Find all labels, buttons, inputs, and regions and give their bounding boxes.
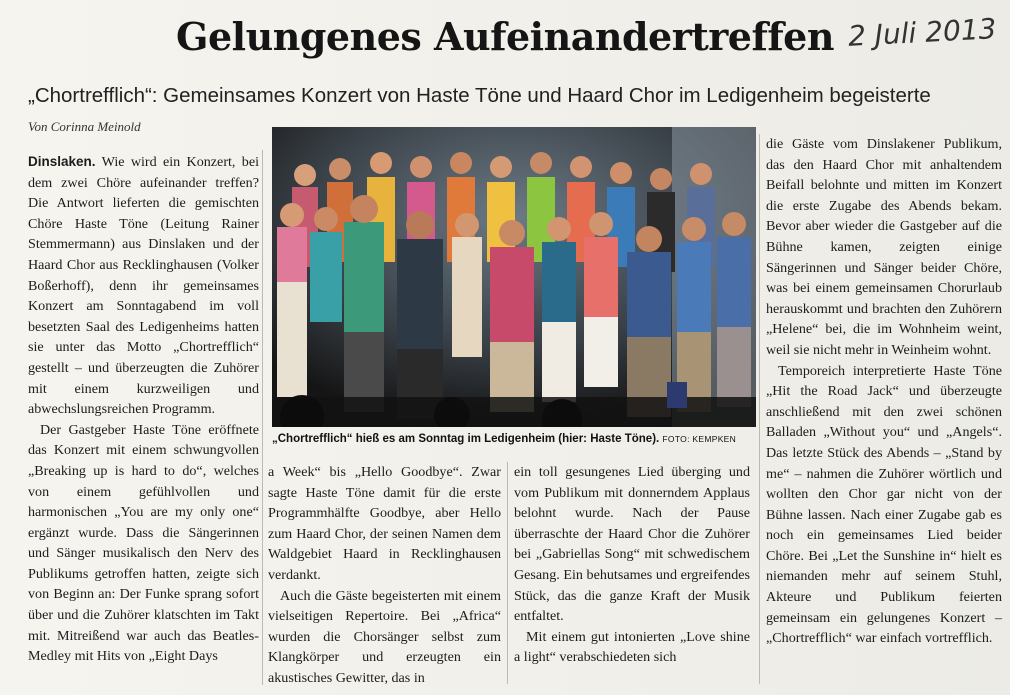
byline: Von Corinna Meinold	[28, 119, 141, 134]
paragraph: die Gäste vom Dinslakener Publikum, das den Haard Chor mit anhaltendem Beifall belohnte und mitten im Konzert die erste Zugabe des Abends bekam. Bevor aber wieder die Gastgeber auf die Bühne kamen, zeigten einige Sängerinnen und Sänger beider Chöre, was bei einem gemeinsamen Chorurlaub herauskommt und brachten den Zuhörern „Helene“ bei, die im Wohnheim weint, weil sie nicht mehr in Weinheim wohnt.	[766, 136, 1002, 358]
photo-credit: FOTO: KEMPKEN	[662, 434, 737, 444]
dateline: Dinslaken.	[28, 154, 96, 169]
column-rule	[262, 150, 263, 685]
article-photo	[272, 127, 756, 427]
column-3	[514, 462, 750, 668]
paragraph: ein toll gesungenes Lied überging und vom Publikum mit donnerndem Applaus belohnt wurde. Nach der Pause überraschte der Haard Chor die Zuhörer bei „Gabriellas Song“ mit schwedischem Gesang. Ein behutsames und ergreifendes Stück, das die ganze Kraft der Musik entfaltet.	[514, 464, 750, 625]
choir-photo-illustration	[272, 127, 756, 427]
column-rule	[507, 462, 508, 684]
column-4	[766, 134, 1002, 649]
subhead: „Chortrefflich“: Gemeinsames Konzert von Haste Töne und Haard Chor im Ledigenheim begeisterte	[28, 84, 931, 107]
paragraph-text: Wie wird ein Konzert, bei dem zwei Chöre aufeinander treffen? Die Antwort lieferten die gemischten Chöre Haste Töne (Leitung Rainer Stemmermann) aus Dinslaken und der Haard Chor aus Recklinghausen (Volker Boßerhoff), denn ihr gemeinsames Konzert am Sonntagabend im voll besetzten Saal des Ledigenheims hatten sie unter das Motto „Chortrefflich“ gestellt – und überzeugten die Zuhörer mit einem kurzweiligen und abwechslungsreichen Programm.	[28, 154, 259, 418]
paragraph: a Week“ bis „Hello Goodbye“. Zwar sagte Haste Töne damit für die erste Programmhälfte Goodbye, aber Hello zum Haard Chor, der seinen Namen dem Waldgebiet Haard in Recklinghausen verdankt.	[268, 464, 501, 583]
paragraph: Mit einem gut intonierten „Love shine a light“ verabschiedeten sich	[514, 628, 750, 666]
caption-text: „Chortrefflich“ hieß es am Sonntag im Ledigenheim (hier: Haste Töne).	[272, 433, 660, 445]
paragraph: Auch die Gäste begeisterten mit einem vielseitigen Repertoire. Bei „Africa“ wurden die Chorsänger selbst zum Klangkörper und erzeugten ein akustisches Gewitter, das in	[268, 587, 501, 686]
headline: Gelungenes Aufeinandertreffen	[176, 14, 834, 59]
column-rule	[759, 134, 760, 684]
column-2	[268, 462, 501, 689]
paragraph: Temporeich interpretierte Haste Töne „Hit the Road Jack“ und überzeugte anschließend mit den zwei schönen Balladen „Without you“ und „Angels“. Das letzte Stück des Abends – „Stand by me“ – nahmen die Zuhörer wörtlich und wollten den Chor gar nicht von der Bühne lassen. Nach einer Zugabe gab es noch ein gemeinsames Lied beider Chöre. Bei „Let the Sunshine in“ hielt es niemanden mehr auf seinem Stuhl, Akteure und Publikum feierten gemeinsam ein gelungenes Konzert – „Chortrefflich“ war einfach vortrefflich.	[766, 362, 1002, 647]
handwritten-date: 2 Juli 2013	[846, 12, 997, 53]
paragraph: Der Gastgeber Haste Töne eröffnete das Konzert mit einem schwungvollen „Breaking up is hard to do“, welches von einem gefühlvollen und harmonischen „You are my only one“ ergänzt wurde. Dass die Sängerinnen und Sänger musikalisch den Nerv des Publikums getroffen hatten, zeigte sich von Beginn an: Der Funke sprang sofort über und die Zuhörer klatschten im Takt mit. Mitreißend war auch das Beatles-Medley mit Hits von „Eight Days	[28, 421, 259, 665]
paragraph	[28, 152, 259, 420]
photo-caption	[272, 433, 762, 445]
column-1	[28, 152, 259, 667]
